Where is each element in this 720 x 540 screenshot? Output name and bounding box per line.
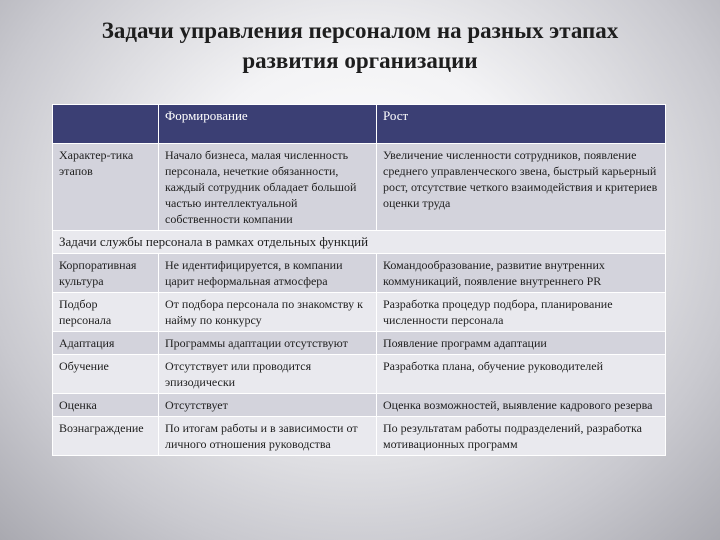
tasks-table — [52, 104, 666, 456]
formation-cell: От подбора персонала по знакомству к найму по конкурсу — [159, 293, 377, 332]
growth-cell: Оценка возможностей, выявление кадрового резерва — [377, 394, 666, 417]
table-row — [53, 394, 666, 417]
slide-title-line-2: развития организации — [242, 48, 478, 73]
slide-title — [40, 16, 680, 76]
section-row — [53, 231, 666, 254]
section-title: Задачи службы персонала в рамках отдельных функций — [53, 231, 666, 254]
stage-characteristics-row — [53, 144, 666, 231]
row-label: Характер-тика этапов — [53, 144, 159, 231]
header-corner-cell — [53, 105, 159, 144]
header-growth: Рост — [377, 105, 666, 144]
table-row — [53, 293, 666, 332]
formation-cell: Начало бизнеса, малая численность персонала, нечеткие обязанности, каждый сотрудник обладает большой частью интеллектуальной собственности компании — [159, 144, 377, 231]
formation-cell: Не идентифицируется, в компании царит неформальная атмосфера — [159, 254, 377, 293]
table-row — [53, 355, 666, 394]
formation-cell: Отсутствует — [159, 394, 377, 417]
formation-cell: Программы адаптации отсутствуют — [159, 332, 377, 355]
formation-cell: По итогам работы и в зависимости от личного отношения руководства — [159, 417, 377, 456]
growth-cell: Разработка процедур подбора, планирование численности персонала — [377, 293, 666, 332]
table-row — [53, 332, 666, 355]
row-label: Оценка — [53, 394, 159, 417]
slide-title-line-1: Задачи управления персоналом на разных этапах — [101, 18, 619, 43]
growth-cell: Увеличение численности сотрудников, появление среднего управленческого звена, быстрый карьерный рост, отсутствие четкого взаимодействия и критериев оценки труда — [377, 144, 666, 231]
formation-cell: Отсутствует или проводится эпизодически — [159, 355, 377, 394]
growth-cell: Командообразование, развитие внутренних коммуникаций, появление внутреннего PR — [377, 254, 666, 293]
table-header-row — [53, 105, 666, 144]
growth-cell: По результатам работы подразделений, разработка мотивационных программ — [377, 417, 666, 456]
growth-cell: Разработка плана, обучение руководителей — [377, 355, 666, 394]
row-label: Корпоративная культура — [53, 254, 159, 293]
table-row — [53, 254, 666, 293]
row-label: Обучение — [53, 355, 159, 394]
row-label: Вознаграждение — [53, 417, 159, 456]
table-row — [53, 417, 666, 456]
row-label: Подбор персонала — [53, 293, 159, 332]
row-label: Адаптация — [53, 332, 159, 355]
growth-cell: Появление программ адаптации — [377, 332, 666, 355]
header-formation: Формирование — [159, 105, 377, 144]
